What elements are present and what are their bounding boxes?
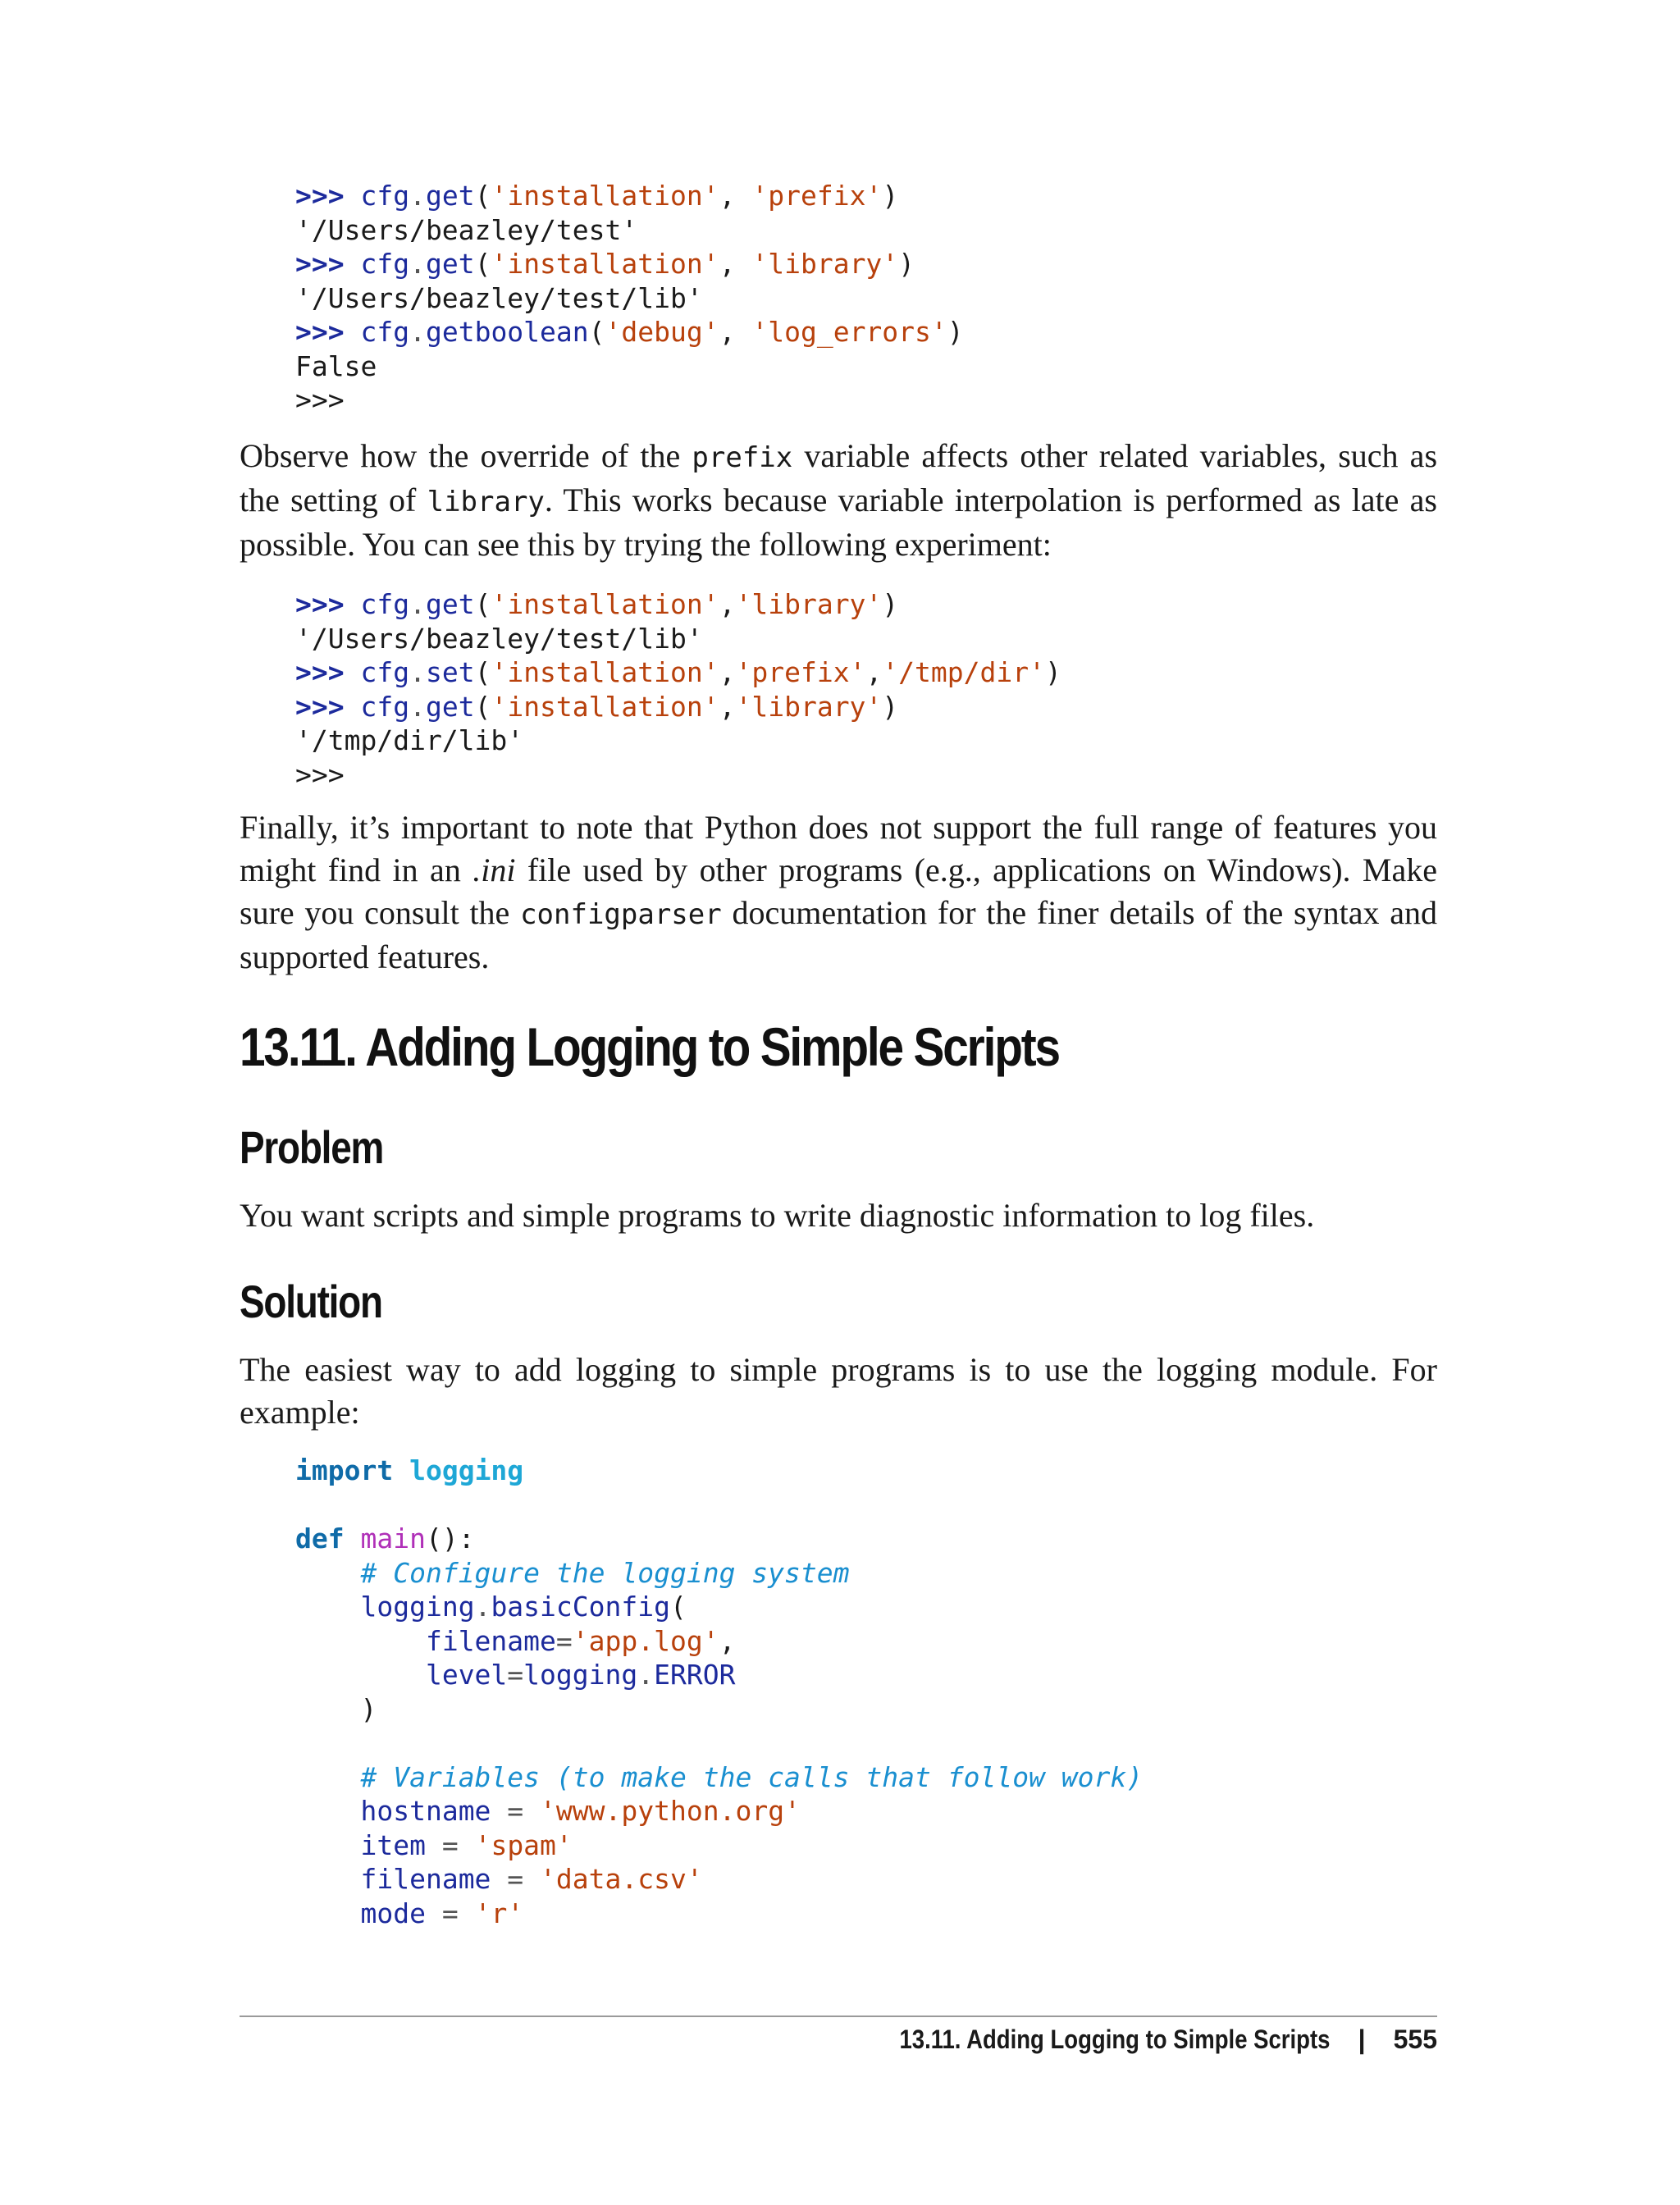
code-token: [295, 1795, 360, 1827]
code-token: 'installation': [491, 180, 719, 212]
code-token: 'log_errors': [751, 316, 947, 348]
code-token: logging: [523, 1659, 638, 1691]
code-token: get: [425, 690, 475, 723]
code-token: logging: [360, 1591, 475, 1623]
code-token: [295, 1693, 360, 1725]
code-token: 'library': [735, 690, 883, 723]
code-token: '/Users/beazley/test': [295, 213, 638, 246]
code-token: >>>: [295, 316, 361, 348]
code-token: mode: [360, 1897, 426, 1929]
code-token: ): [360, 1692, 377, 1725]
code-token: =: [491, 1795, 541, 1827]
code-token: 'r': [474, 1897, 524, 1929]
code-token: =: [425, 1897, 475, 1929]
code-token: 'library': [735, 588, 883, 620]
code-token: logging: [409, 1454, 524, 1486]
code-token: =: [491, 1863, 541, 1895]
code-token: import: [295, 1454, 394, 1486]
code-token: filename: [425, 1624, 556, 1657]
solution-heading: Solution: [240, 1276, 382, 1327]
code-token: 'app.log': [572, 1624, 719, 1657]
code-token: '/Users/beazley/test/lib': [295, 622, 703, 655]
code-block-logging-example: [295, 1454, 1143, 1930]
code-token: .: [409, 316, 426, 348]
code-token: (: [669, 1591, 687, 1623]
code-block-experiment: [295, 587, 1061, 792]
code-token: item: [360, 1828, 426, 1861]
text-run: variable affects other related variables, such as the setting of: [240, 437, 1438, 518]
code-token: .: [409, 588, 426, 620]
code-token: ,: [719, 180, 752, 212]
code-token: [295, 1659, 426, 1691]
code-token: hostname: [360, 1795, 491, 1827]
problem-heading: Problem: [240, 1121, 384, 1173]
code-token: level: [425, 1659, 508, 1691]
code-token: 'installation': [491, 656, 719, 688]
code-token: .: [474, 1591, 491, 1623]
code-token: (: [474, 690, 491, 723]
code-token: cfg: [360, 180, 410, 212]
code-token: ): [898, 248, 915, 280]
code-token: [295, 1863, 360, 1895]
code-token: >>>: [295, 690, 361, 723]
code-token: .: [409, 656, 426, 688]
code-token: # Configure the logging system: [360, 1556, 850, 1589]
code-token: 'prefix': [751, 180, 883, 212]
code-token: (: [588, 316, 605, 348]
code-token: ,: [719, 316, 752, 348]
code-token: [295, 1761, 360, 1793]
code-token: [295, 1829, 360, 1861]
code-token: getboolean: [425, 316, 589, 348]
code-token: 'prefix': [735, 656, 866, 688]
code-token: .: [409, 690, 426, 723]
inline-code: configparser: [520, 898, 722, 931]
code-token: ,: [719, 1624, 736, 1657]
code-token: >>>: [295, 656, 361, 688]
code-token: .: [409, 180, 426, 212]
code-token: =: [507, 1659, 524, 1691]
code-token: [295, 1557, 360, 1589]
code-token: get: [425, 248, 475, 280]
code-token: get: [425, 588, 475, 620]
code-token: .: [409, 248, 426, 280]
code-token: cfg: [360, 316, 410, 348]
code-token: ): [882, 690, 899, 723]
code-token: >>>: [295, 384, 345, 416]
italic-text: .ini: [472, 851, 516, 888]
code-token: basicConfig: [491, 1591, 670, 1623]
code-token: 'installation': [491, 690, 719, 723]
code-token: ,: [719, 588, 736, 620]
code-token: 'data.csv': [540, 1863, 703, 1895]
text-run: documentation for the finer details of the syntax and supported features.: [240, 894, 1437, 975]
page-footer: [829, 2025, 1437, 2055]
text-run: Observe how the override of the: [240, 437, 692, 474]
code-token: # Variables (to make the calls that follow work): [360, 1760, 1144, 1793]
code-token: '/Users/beazley/test/lib': [295, 281, 703, 314]
section-heading: 13.11. Adding Logging to Simple Scripts: [240, 1016, 1059, 1077]
code-token: ():: [425, 1522, 475, 1554]
solution-text: The easiest way to add logging to simple programs is to use the logging module. For example:: [240, 1351, 1437, 1431]
code-token: 'www.python.org': [540, 1795, 801, 1827]
code-token: [393, 1454, 409, 1486]
footer-running-title: 13.11. Adding Logging to Simple Scripts: [899, 2025, 1331, 2054]
code-token: '/tmp/dir': [882, 656, 1045, 688]
code-token: ): [882, 180, 899, 212]
code-token: 'debug': [605, 316, 719, 348]
code-token: filename: [360, 1863, 491, 1895]
code-token: ,: [719, 656, 736, 688]
text-run: file used by other programs (e.g., applications on Windows). Make sure you consult the: [240, 851, 1437, 931]
text-run: . This works because variable interpolation is performed as late as possible. You can see this by trying the following experiment:: [240, 482, 1437, 563]
code-token: >>>: [295, 588, 361, 620]
code-token: [295, 1625, 426, 1657]
code-block-config-get: [295, 179, 964, 418]
code-token: ): [882, 588, 899, 620]
code-token: [295, 1897, 360, 1929]
code-token: cfg: [360, 690, 410, 723]
code-token: [345, 1522, 361, 1554]
code-token: [295, 1591, 360, 1623]
code-token: =: [425, 1828, 475, 1861]
code-token: cfg: [360, 656, 410, 688]
code-token: 'spam': [474, 1828, 573, 1861]
page-number: 555: [1393, 2025, 1437, 2054]
code-token: def: [295, 1522, 345, 1554]
code-token: 'installation': [491, 248, 719, 280]
code-token: ERROR: [654, 1659, 736, 1691]
code-token: >>>: [295, 758, 345, 791]
code-token: (: [474, 588, 491, 620]
code-token: (: [474, 248, 491, 280]
code-token: ): [1045, 656, 1061, 688]
code-token: main: [360, 1522, 426, 1554]
code-token: False: [295, 349, 377, 382]
code-token: >>>: [295, 248, 361, 280]
footer-separator: |: [1358, 2025, 1366, 2054]
code-token: '/tmp/dir/lib': [295, 724, 524, 756]
code-token: (: [474, 656, 491, 688]
code-token: =: [555, 1624, 573, 1657]
paragraph-interpolation: [240, 435, 1437, 566]
inline-code: library: [427, 486, 545, 518]
code-token: ): [947, 316, 964, 348]
code-token: ,: [719, 690, 736, 723]
code-token: 'installation': [491, 588, 719, 620]
code-token: cfg: [360, 588, 410, 620]
paragraph-ini-note: [240, 806, 1437, 979]
text-run: Finally, it’s important to note that Python does not support the full range of features you might find in an: [240, 809, 1437, 888]
code-token: get: [425, 180, 475, 212]
code-token: (: [474, 180, 491, 212]
code-token: ,: [865, 656, 883, 688]
problem-text: You want scripts and simple programs to write diagnostic information to log files.: [240, 1197, 1315, 1234]
inline-code: prefix: [692, 441, 793, 474]
code-token: 'library': [751, 248, 899, 280]
code-token: >>>: [295, 180, 361, 212]
code-token: .: [637, 1659, 655, 1691]
footer-rule: [240, 2016, 1437, 2017]
code-token: set: [425, 656, 475, 688]
code-token: cfg: [360, 248, 410, 280]
code-token: ,: [719, 248, 752, 280]
